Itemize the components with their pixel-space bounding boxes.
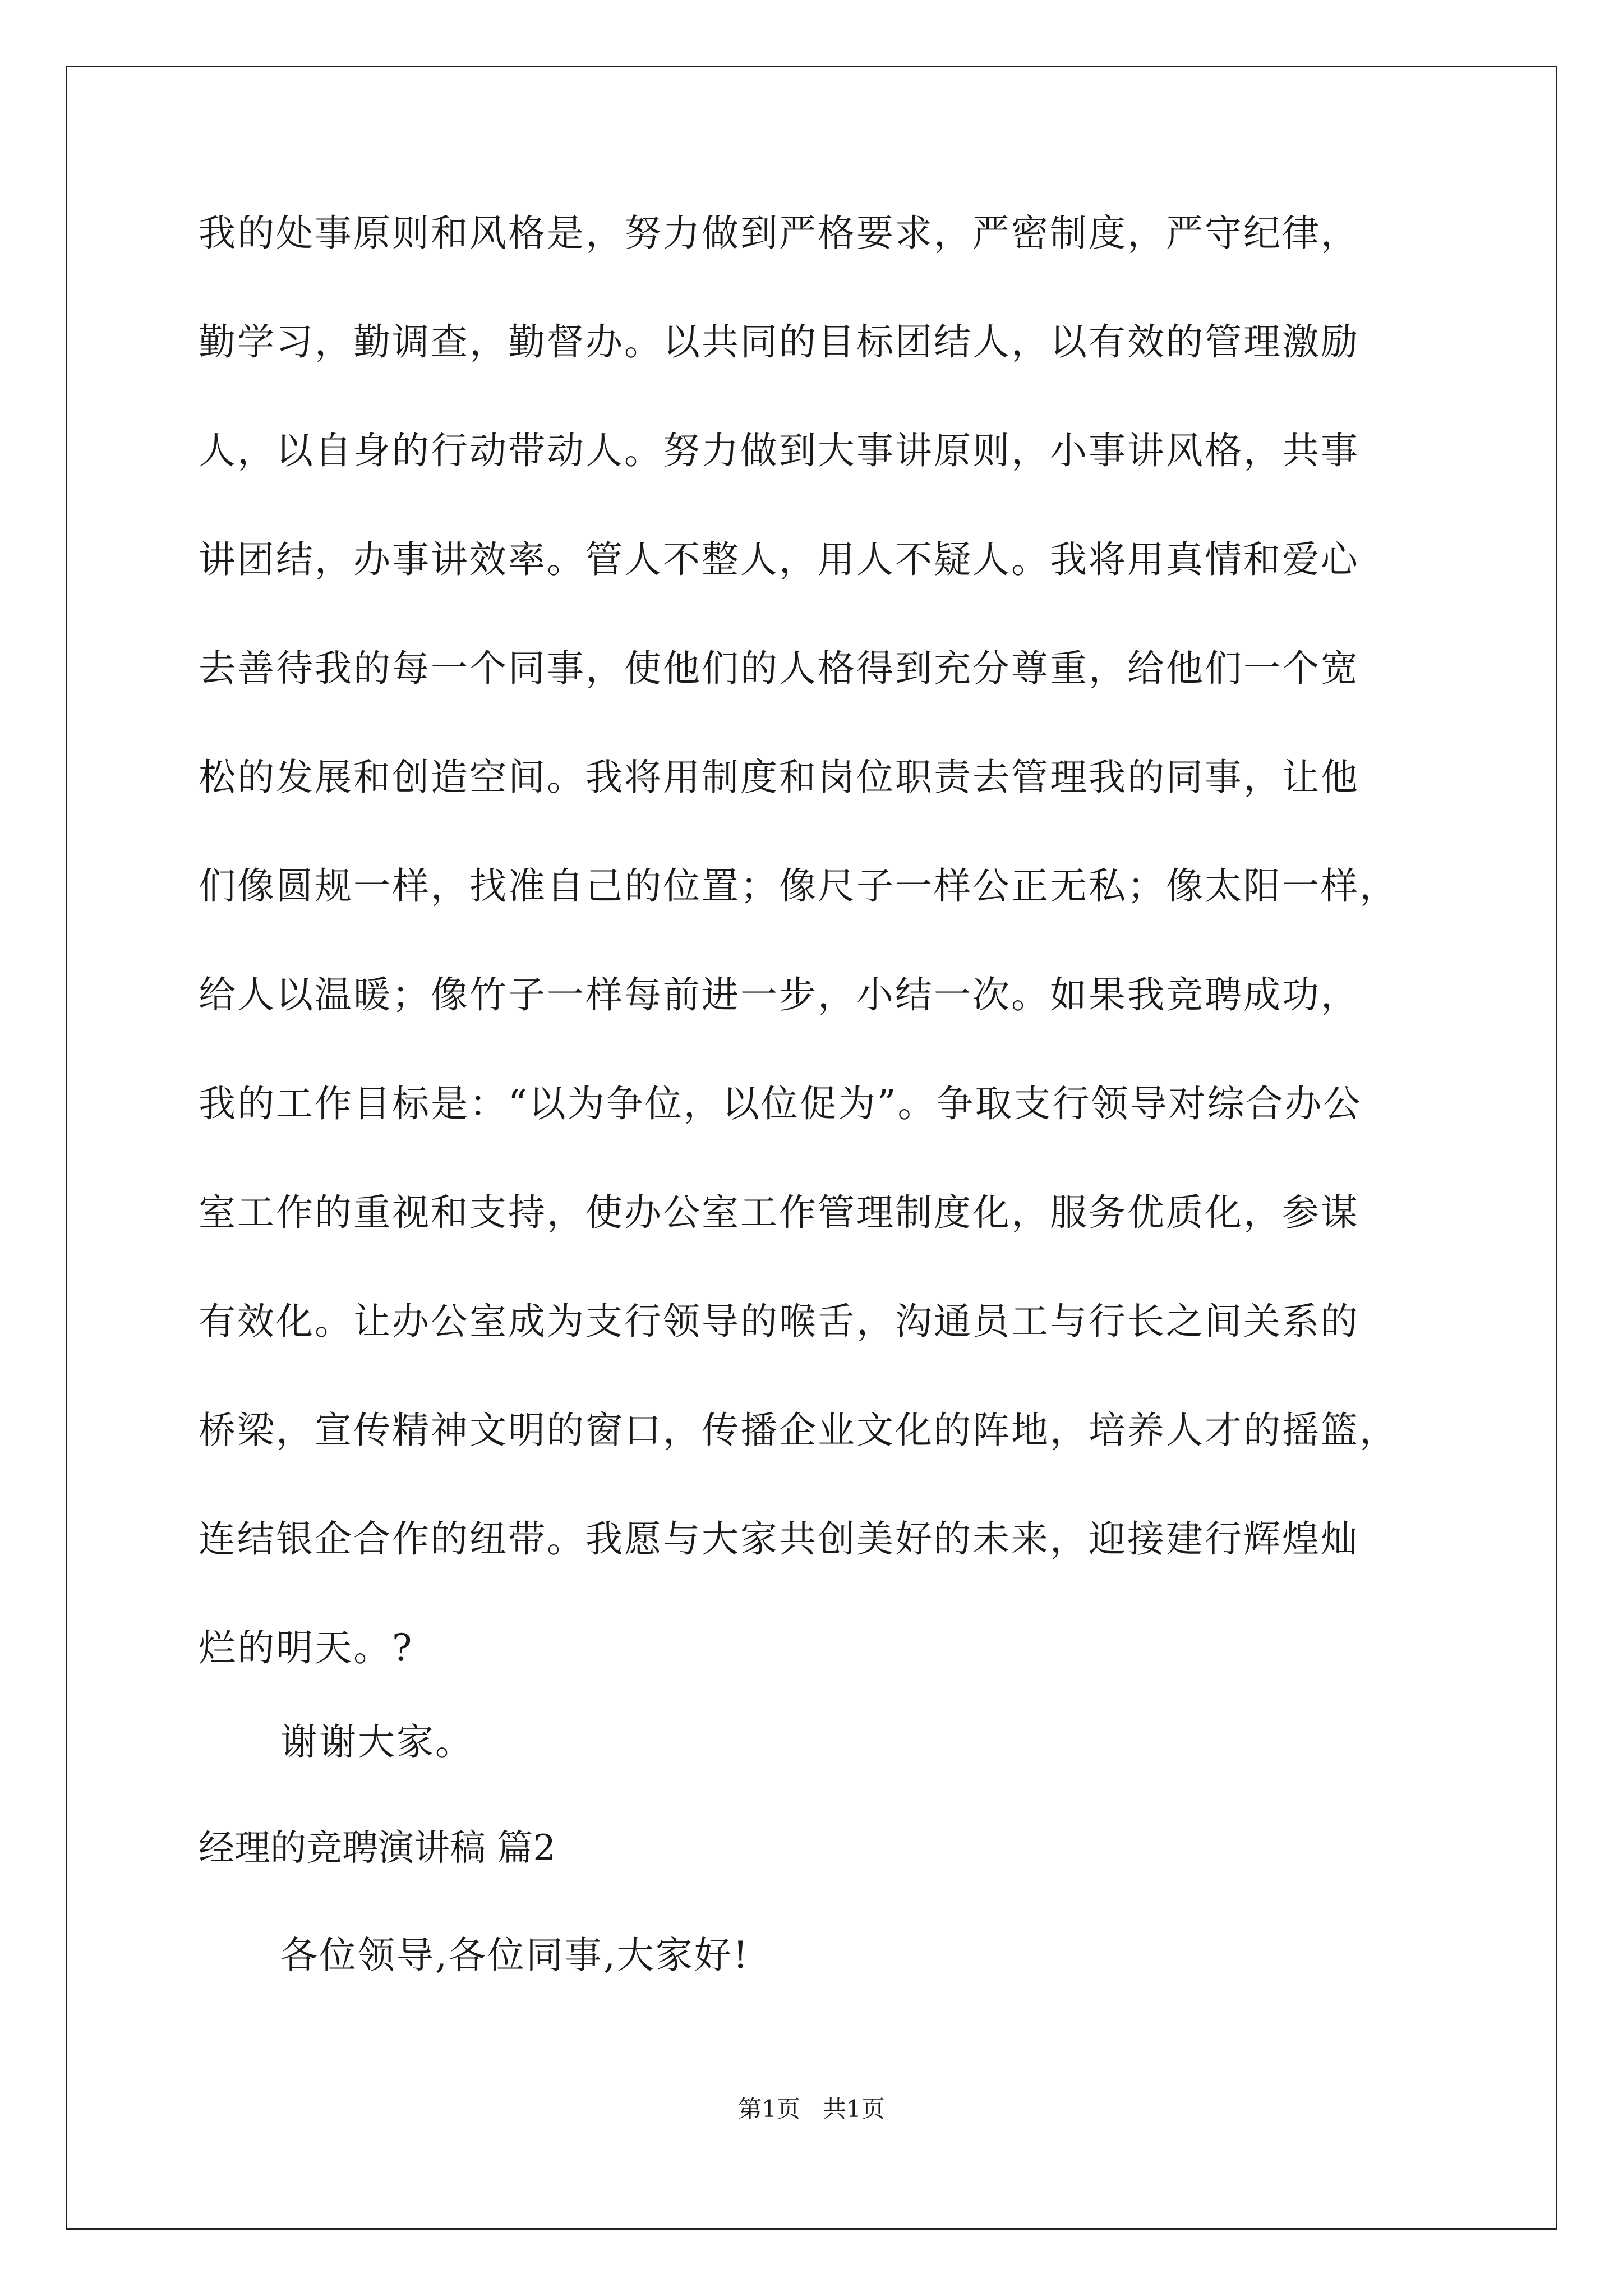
page-footer: 第1页 共1页	[738, 2095, 885, 2123]
paragraph-line-11: 有效化。让办公室成为支行领导的喉舌，沟通员工与行长之间关系的	[199, 1300, 1359, 1343]
section-heading: 经理的竞聘演讲稿 篇2	[199, 1828, 556, 1869]
paragraph-line-10: 室工作的重视和支持，使办公室工作管理制度化，服务优质化，参谋	[199, 1191, 1359, 1234]
paragraph-line-13: 连结银企合作的纽带。我愿与大家共创美好的未来，迎接建行辉煌灿	[199, 1517, 1359, 1561]
paragraph-line-4: 讲团结，办事讲效率。管人不整人，用人不疑人。我将用真情和爱心	[199, 538, 1359, 581]
paragraph-line-3: 人，以自身的行动带动人。努力做到大事讲原则，小事讲风格，共事	[199, 429, 1359, 472]
paragraph-line-14: 烂的明天。?	[199, 1626, 414, 1669]
paragraph-line-7: 们像圆规一样，找准自己的位置；像尺子一样公正无私；像太阳一样，	[199, 864, 1398, 908]
paragraph-line-6: 松的发展和创造空间。我将用制度和岗位职责去管理我的同事，让他	[199, 756, 1359, 799]
paragraph-line-2: 勤学习，勤调查，勤督办。以共同的目标团结人，以有效的管理激励	[199, 320, 1359, 364]
paragraph-line-9: 我的工作目标是：“以为争位，以位促为”。争取支行领导对综合办公	[199, 1082, 1362, 1125]
paragraph-line-12: 桥梁，宣传精神文明的窗口，传播企业文化的阵地，培养人才的摇篮，	[199, 1409, 1398, 1452]
greeting-line: 各位领导,各位同事,大家好!	[280, 1934, 750, 1977]
paragraph-line-8: 给人以温暖；像竹子一样每前进一步，小结一次。如果我竞聘成功，	[199, 973, 1359, 1016]
paragraph-line-1: 我的处事原则和风格是，努力做到严格要求，严密制度，严守纪律，	[199, 211, 1359, 255]
page-border	[66, 66, 1557, 2230]
thanks-line: 谢谢大家。	[280, 1720, 474, 1764]
paragraph-line-5: 去善待我的每一个同事，使他们的人格得到充分尊重，给他们一个宽	[199, 647, 1359, 690]
